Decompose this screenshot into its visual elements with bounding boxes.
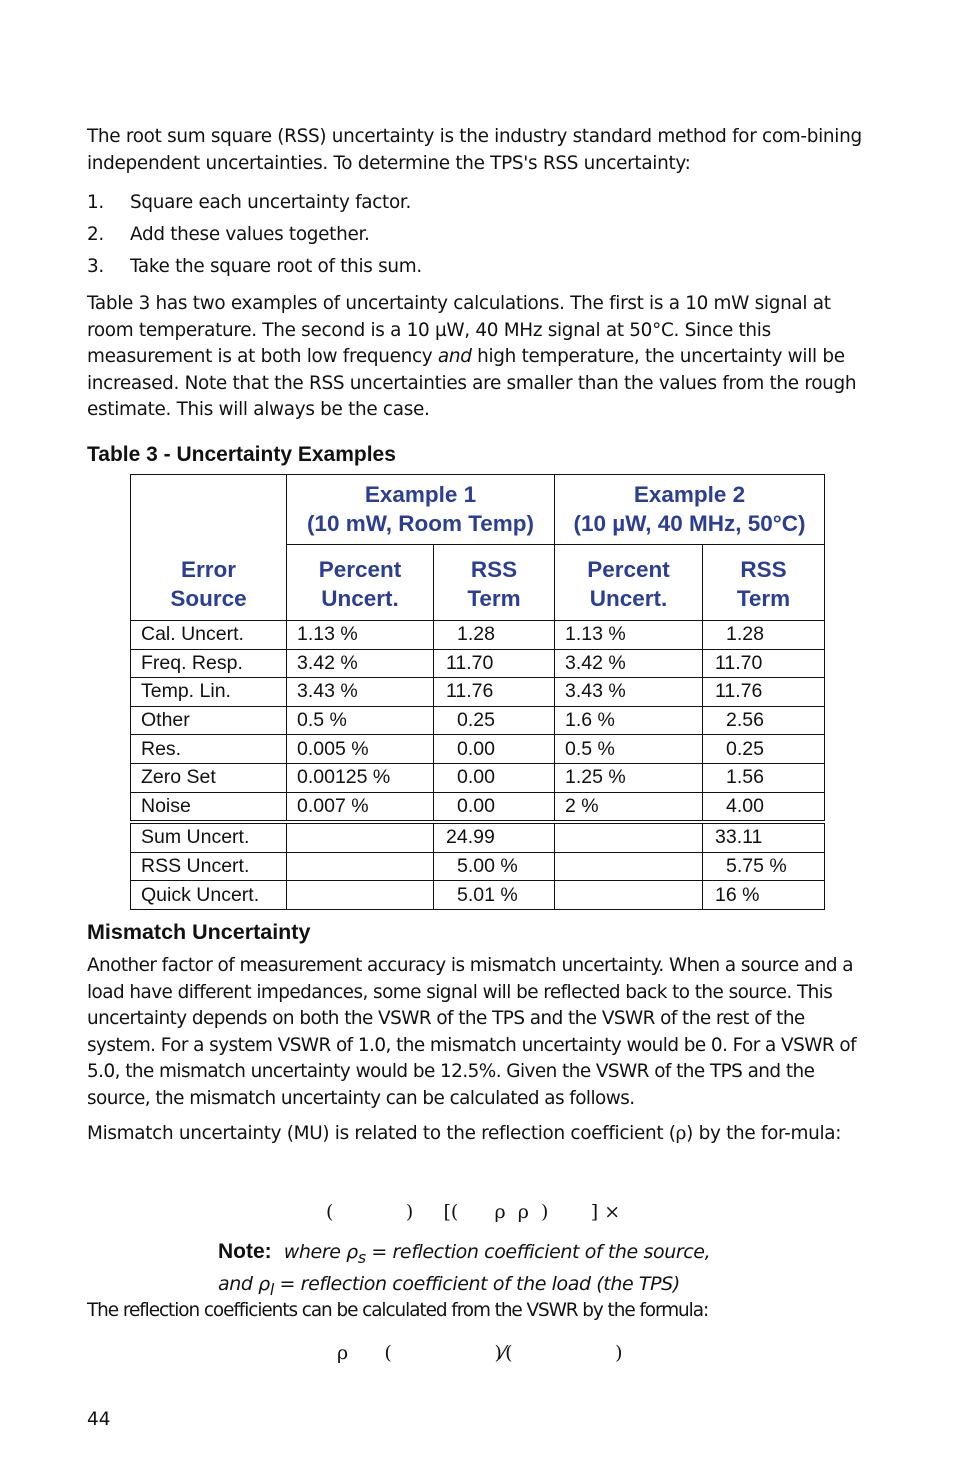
cell-rss-2: 0.25 bbox=[703, 735, 825, 764]
cell-rss-1: 0.00 bbox=[434, 763, 555, 792]
list-item bbox=[87, 187, 877, 219]
note-line1-b: = reflection coefficient of the source, bbox=[365, 1241, 711, 1263]
cell-source: RSS Uncert. bbox=[131, 852, 287, 881]
cell-percent-1: 0.007 % bbox=[287, 792, 434, 822]
rss-intro-paragraph: The root sum square (RSS) uncertainty is the industry standard method for com-bining independent uncertainties. To determine the TPS's RSS uncertainty: bbox=[87, 126, 862, 174]
mu-intro-text-a: Mismatch uncertainty (MU) is related to the reflection coefficient ( bbox=[87, 1123, 676, 1144]
step-number: 3. bbox=[87, 256, 104, 277]
header-example-1: Example 1 (10 mW, Room Temp) bbox=[287, 475, 555, 545]
table-row bbox=[131, 881, 825, 910]
header-example-2: Example 2 (10 µW, 40 MHz, 50°C) bbox=[555, 475, 825, 545]
table-intro-text-a: Table 3 has two examples of uncertainty calculations. The first is a 10 mW signal at room temperature. The second is a 10 µW, 40 MHz signal at 50°C. Since this measurement is at both low frequency bbox=[87, 293, 831, 367]
table-intro-paragraph bbox=[87, 291, 877, 424]
cell-source: Noise bbox=[131, 792, 287, 822]
table-intro-emphasis: and bbox=[437, 346, 472, 367]
table-row bbox=[131, 852, 825, 881]
step-number: 2. bbox=[87, 224, 104, 245]
cell-rss-1: 11.76 bbox=[434, 678, 555, 707]
table-row bbox=[131, 792, 825, 822]
cell-percent-1: 0.00125 % bbox=[287, 763, 434, 792]
cell-rss-1: 11.70 bbox=[434, 649, 555, 678]
cell-rss-1: 0.00 bbox=[434, 735, 555, 764]
table-row bbox=[131, 822, 825, 852]
header-percent-uncert-2: Percent Uncert. bbox=[555, 545, 703, 621]
step-text: Add these values together. bbox=[130, 224, 370, 245]
table-row bbox=[131, 649, 825, 678]
cell-source: Res. bbox=[131, 735, 287, 764]
cell-source: Sum Uncert. bbox=[131, 822, 287, 852]
table-row bbox=[131, 763, 825, 792]
cell-rss-2: 11.76 bbox=[703, 678, 825, 707]
cell-rss-2: 5.75 % bbox=[703, 852, 825, 881]
mismatch-heading: Mismatch Uncertainty bbox=[87, 920, 311, 944]
table-row bbox=[131, 706, 825, 735]
table-body bbox=[131, 621, 825, 910]
reflection-formula: ρ ( )⁄( ) bbox=[337, 1342, 623, 1364]
cell-percent-2: 1.13 % bbox=[555, 621, 703, 650]
table-row bbox=[131, 735, 825, 764]
cell-percent-2: 1.25 % bbox=[555, 763, 703, 792]
note-line1-sub: s bbox=[357, 1247, 366, 1267]
mu-formula-intro bbox=[87, 1121, 877, 1148]
cell-rss-1: 0.00 bbox=[434, 792, 555, 822]
table-row bbox=[131, 678, 825, 707]
cell-rss-1: 5.01 % bbox=[434, 881, 555, 910]
table-intro-text-b: high temperature, the uncertainty will be increased. Note that the RSS uncertainties are smaller than the values from the rough estimate. This will always be the case. bbox=[87, 346, 857, 420]
note-label: Note: bbox=[218, 1240, 272, 1263]
cell-source: Temp. Lin. bbox=[131, 678, 287, 707]
cell-percent-1 bbox=[287, 852, 434, 881]
cell-rss-1: 24.99 bbox=[434, 822, 555, 852]
step-text: Take the square root of this sum. bbox=[130, 256, 422, 277]
cell-rss-1: 5.00 % bbox=[434, 852, 555, 881]
uncertainty-table bbox=[130, 474, 825, 910]
intro-section bbox=[87, 124, 877, 470]
note-line1-a: where ρ bbox=[283, 1241, 358, 1263]
header-rss-term-2: RSS Term bbox=[703, 545, 825, 621]
cell-percent-1 bbox=[287, 822, 434, 852]
cell-percent-1: 0.005 % bbox=[287, 735, 434, 764]
header-rss-term-1: RSS Term bbox=[434, 545, 555, 621]
cell-source: Zero Set bbox=[131, 763, 287, 792]
mismatch-formula: ( ) [( ρ ρ ) ] × bbox=[326, 1201, 621, 1223]
note-line2-a: and ρ bbox=[218, 1272, 270, 1295]
rho-symbol: ρ bbox=[675, 1123, 687, 1144]
note-line2-b: = reflection coefficient of the load (the TPS) bbox=[273, 1272, 680, 1295]
formula-note bbox=[218, 1238, 710, 1303]
rss-steps-list bbox=[87, 187, 877, 283]
cell-source: Cal. Uncert. bbox=[131, 621, 287, 650]
header-error-source: Error Source bbox=[131, 475, 287, 621]
cell-rss-2: 1.56 bbox=[703, 763, 825, 792]
cell-percent-1: 3.42 % bbox=[287, 649, 434, 678]
cell-percent-2 bbox=[555, 822, 703, 852]
cell-source: Other bbox=[131, 706, 287, 735]
cell-percent-1: 0.5 % bbox=[287, 706, 434, 735]
cell-rss-2: 4.00 bbox=[703, 792, 825, 822]
cell-percent-2: 2 % bbox=[555, 792, 703, 822]
mismatch-section bbox=[87, 953, 877, 1148]
cell-rss-2: 16 % bbox=[703, 881, 825, 910]
cell-percent-2 bbox=[555, 881, 703, 910]
page-number: 44 bbox=[87, 1409, 111, 1430]
cell-rss-1: 1.28 bbox=[434, 621, 555, 650]
cell-percent-2: 1.6 % bbox=[555, 706, 703, 735]
cell-percent-2 bbox=[555, 852, 703, 881]
cell-rss-2: 11.70 bbox=[703, 649, 825, 678]
cell-percent-2: 3.43 % bbox=[555, 678, 703, 707]
step-number: 1. bbox=[87, 192, 104, 213]
mu-intro-text-b: ) by the for-mula: bbox=[686, 1123, 842, 1144]
table-row bbox=[131, 621, 825, 650]
cell-percent-1: 3.43 % bbox=[287, 678, 434, 707]
cell-rss-2: 1.28 bbox=[703, 621, 825, 650]
table-caption: Table 3 - Uncertainty Examples bbox=[87, 442, 396, 466]
cell-source: Quick Uncert. bbox=[131, 881, 287, 910]
cell-percent-2: 0.5 % bbox=[555, 735, 703, 764]
reflection-coefficient-paragraph: The reflection coefficients can be calculated from the VSWR by the formula: bbox=[87, 1300, 709, 1321]
cell-rss-2: 2.56 bbox=[703, 706, 825, 735]
list-item bbox=[87, 219, 877, 251]
cell-percent-2: 3.42 % bbox=[555, 649, 703, 678]
note-line2-sub: l bbox=[269, 1279, 274, 1299]
step-text: Square each uncertainty factor. bbox=[130, 192, 412, 213]
cell-source: Freq. Resp. bbox=[131, 649, 287, 678]
cell-rss-2: 33.11 bbox=[703, 822, 825, 852]
cell-percent-1: 1.13 % bbox=[287, 621, 434, 650]
header-percent-uncert-1: Percent Uncert. bbox=[287, 545, 434, 621]
cell-rss-1: 0.25 bbox=[434, 706, 555, 735]
mismatch-paragraph: Another factor of measurement accuracy is mismatch uncertainty. When a source and a load have different impedances, some signal will be reflected back to the source. This uncertainty depends on both the VSWR of the TPS and the VSWR of the rest of the system. For a system VSWR of 1.0, the mismatch uncertainty would be 0. For a VSWR of 5.0, the mismatch uncertainty would be 12.5%. Given the VSWR of the TPS and the source, the mismatch uncertainty can be calculated as follows. bbox=[87, 955, 856, 1109]
cell-percent-1 bbox=[287, 881, 434, 910]
list-item bbox=[87, 251, 877, 283]
